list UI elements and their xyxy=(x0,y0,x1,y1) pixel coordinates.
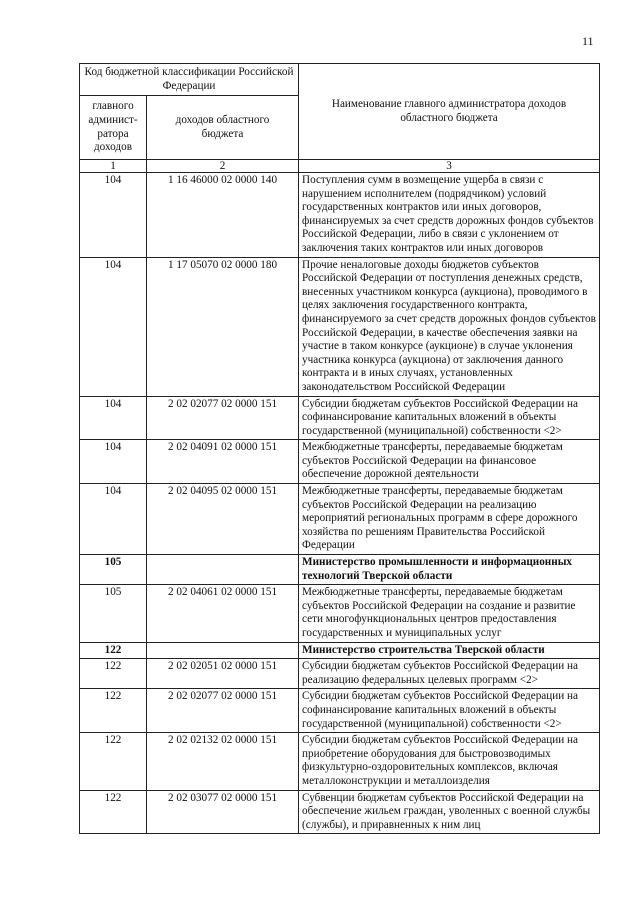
column-number: 3 xyxy=(299,160,600,173)
row-admin-code: 105 xyxy=(80,555,147,585)
row-name: Субсидии бюджетам субъектов Российской Федерации на реализацию федеральных целевых программ <2> xyxy=(299,659,600,689)
row-name: Межбюджетные трансферты, передаваемые бюджетам субъектов Российской Федерации на реализацию мероприятий региональных программ в сфере дорожного хозяйства по решениям Правительства Российской Федерации xyxy=(299,484,600,555)
budget-classification-table xyxy=(79,63,600,834)
header-col-name: Наименование главного администратора доходов областного бюджета xyxy=(299,64,600,160)
header-row-top xyxy=(80,64,600,96)
row-budget-code: 2 02 02077 02 0000 151 xyxy=(147,396,299,440)
row-name: Субсидии бюджетам субъектов Российской Федерации на софинансирование капитальных вложений в объекты государственной (муниципальной) собственности <2> xyxy=(299,689,600,733)
header-col-code: доходов областного бюджета xyxy=(147,96,299,160)
row-budget-code xyxy=(147,642,299,659)
row-admin-code: 104 xyxy=(80,484,147,555)
table-row xyxy=(80,659,600,689)
row-admin-code: 122 xyxy=(80,659,147,689)
row-name: Субвенции бюджетам субъектов Российской Федерации на обеспечение жильем граждан, уволенных с военной службы (службы), и приравненных к ним лиц xyxy=(299,790,600,834)
table-row xyxy=(80,585,600,642)
row-budget-code: 2 02 02051 02 0000 151 xyxy=(147,659,299,689)
row-budget-code: 2 02 03077 02 0000 151 xyxy=(147,790,299,834)
table-row xyxy=(80,733,600,790)
column-numbers-row xyxy=(80,160,600,173)
row-name: Прочие неналоговые доходы бюджетов субъектов Российской Федерации от поступления денежных средств, внесенных участником конкурса (аукциона), проводимого в целях заключения государственного контракта, финансируемого за счет средств дорожных фондов субъектов Российской Федерации, в качестве обеспечения заявки на участие в таком конкурсе (аукционе) в случае уклонения участника конкурса (аукциона) от заключения данного контракта и в иных случаях, установленных законодательством Российской Федерации xyxy=(299,257,600,396)
row-budget-code: 2 02 04061 02 0000 151 xyxy=(147,585,299,642)
row-admin-code: 104 xyxy=(80,257,147,396)
column-number: 1 xyxy=(80,160,147,173)
row-name: Межбюджетные трансферты, передаваемые бюджетам субъектов Российской Федерации на создание и развитие сети многофункциональных центров предоставления государственных и муниципальных услуг xyxy=(299,585,600,642)
row-budget-code: 1 16 46000 02 0000 140 xyxy=(147,173,299,258)
table-row xyxy=(80,440,600,484)
row-admin-code: 105 xyxy=(80,585,147,642)
row-budget-code xyxy=(147,555,299,585)
row-name: Субсидии бюджетам субъектов Российской Федерации на софинансирование капитальных вложений в объекты государственной (муниципальной) собственности <2> xyxy=(299,396,600,440)
table-row xyxy=(80,173,600,258)
column-number: 2 xyxy=(147,160,299,173)
row-budget-code: 1 17 05070 02 0000 180 xyxy=(147,257,299,396)
row-budget-code: 2 02 04095 02 0000 151 xyxy=(147,484,299,555)
row-admin-code: 104 xyxy=(80,173,147,258)
row-admin-code: 104 xyxy=(80,396,147,440)
row-name: Субсидии бюджетам субъектов Российской Федерации на приобретение оборудования для быстровозводимых физкультурно-оздоровительных комплексов, включая металлоконструкции и металлоизделия xyxy=(299,733,600,790)
row-admin-code: 122 xyxy=(80,733,147,790)
row-admin-code: 104 xyxy=(80,440,147,484)
table-row xyxy=(80,790,600,834)
table-row xyxy=(80,555,600,585)
table-row xyxy=(80,484,600,555)
row-name: Министерство строительства Тверской области xyxy=(299,642,600,659)
row-admin-code: 122 xyxy=(80,642,147,659)
header-col-admin: главного админист-ратора доходов xyxy=(80,96,147,160)
row-name: Поступления сумм в возмещение ущерба в связи с нарушением исполнителем (подрядчиком) условий государственных контрактов или иных договоров, финансируемых за счет средств дорожных фондов субъектов Российской Федерации, либо в связи с уклонением от заключения таких контрактов или иных договоров xyxy=(299,173,600,258)
row-name: Межбюджетные трансферты, передаваемые бюджетам субъектов Российской Федерации на финансовое обеспечение дорожной деятельности xyxy=(299,440,600,484)
header-group-title: Код бюджетной классификации Российской Федерации xyxy=(80,64,299,96)
table-row xyxy=(80,396,600,440)
row-budget-code: 2 02 02132 02 0000 151 xyxy=(147,733,299,790)
row-admin-code: 122 xyxy=(80,689,147,733)
row-budget-code: 2 02 02077 02 0000 151 xyxy=(147,689,299,733)
table-row xyxy=(80,257,600,396)
row-admin-code: 122 xyxy=(80,790,147,834)
table-row xyxy=(80,642,600,659)
row-budget-code: 2 02 04091 02 0000 151 xyxy=(147,440,299,484)
table-row xyxy=(80,689,600,733)
page-number: 11 xyxy=(582,34,594,48)
row-name: Министерство промышленности и информационных технологий Тверской области xyxy=(299,555,600,585)
